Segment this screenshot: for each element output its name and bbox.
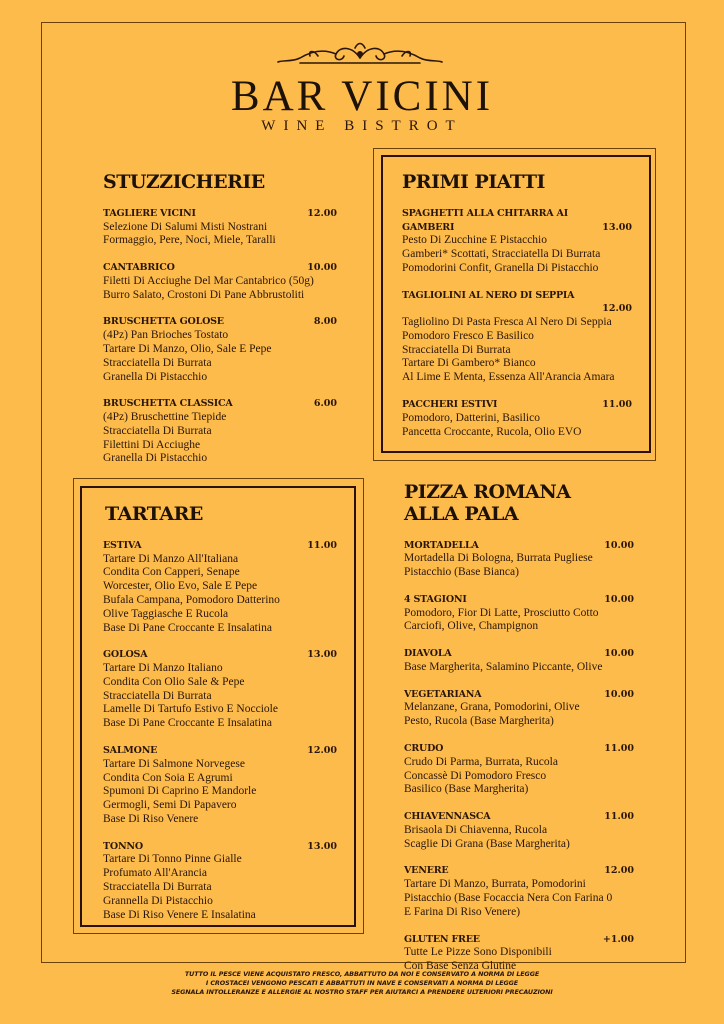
menu-item-name: SALMONE	[103, 745, 158, 757]
menu-item-name: VENERE	[404, 865, 449, 877]
menu-item-description: Filetti Di Acciughe Del Mar Cantabrico (50g)	[103, 274, 314, 287]
menu-item	[103, 840, 337, 923]
footer-line: SEGNALA INTOLLERANZE E ALLERGIE AL NOSTRO STAFF PER AIUTARCI A PRENDERE ULTERIORI PRECAUZIONI	[171, 988, 553, 996]
menu-item	[103, 744, 337, 827]
menu-item-description: Lamelle Di Tartufo Estivo E Nocciole	[103, 703, 278, 716]
menu-item-price: 12.00	[604, 865, 634, 877]
menu-item-description: Base Margherita, Salamino Piccante, Olive	[404, 660, 603, 673]
menu-item	[402, 207, 632, 276]
section-stuzzicherie	[103, 172, 337, 466]
menu-item	[402, 398, 632, 439]
menu-item-price: 10.00	[604, 593, 634, 605]
menu-item-description: Con Base Senza Glutine	[404, 960, 517, 973]
menu-item-price: 11.00	[604, 743, 634, 755]
menu-item-description: Tagliolino Di Pasta Fresca Al Nero Di Seppia	[402, 316, 612, 329]
menu-item-name: GLUTEN FREE	[404, 933, 480, 945]
section-pizza-romana	[404, 482, 634, 974]
menu-item	[404, 810, 634, 851]
menu-item-description: Pomodoro, Datterini, Basilico	[402, 411, 540, 424]
menu-item-description: Profumato All'Arancia	[103, 867, 207, 880]
menu-item-description: Pomodorini Confit, Granella Di Pistacchio	[402, 261, 599, 274]
menu-item-name: MORTADELLA	[404, 539, 479, 551]
menu-item-description: Pomodoro Fresco E Basilico	[402, 329, 534, 342]
menu-item-description: Mortadella Di Bologna, Burrata Pugliese	[404, 552, 593, 565]
menu-item-name: CHIAVENNASCA	[404, 811, 491, 823]
menu-item-price: 6.00	[313, 398, 337, 410]
menu-item-description: Formaggio, Pere, Noci, Miele, Taralli	[103, 234, 276, 247]
menu-item-name: SPAGHETTI ALLA CHITARRA AI	[402, 207, 568, 219]
menu-item-description: Granella Di Pistacchio	[103, 370, 208, 383]
menu-item-description: Pistacchio (Base Focaccia Nera Con Farina 0	[404, 891, 613, 904]
menu-item-description: Tartare Di Manzo, Burrata, Pomodorini	[404, 878, 586, 891]
menu-item-name: CRUDO	[404, 743, 444, 755]
menu-item-price: 10.00	[604, 688, 634, 700]
menu-item-description: (4Pz) Bruschettine Tiepide	[103, 411, 227, 424]
menu-item-description: Crudo Di Parma, Burrata, Rucola	[404, 755, 558, 768]
menu-item-price: 12.00	[602, 303, 632, 315]
menu-item-description: Stracciatella Di Burrata	[103, 689, 212, 702]
menu-item-name: GOLOSA	[103, 649, 148, 661]
menu-item	[404, 593, 634, 634]
menu-item-name: TAGLIERE VICINI	[103, 207, 196, 219]
menu-item-description: Al Lime E Menta, Essenza All'Arancia Amara	[402, 371, 615, 384]
menu-item-description: Filettini Di Acciughe	[103, 438, 201, 451]
menu-item-description: Tartare Di Manzo Italiano	[103, 662, 223, 675]
menu-item-price: 8.00	[313, 316, 337, 328]
menu-item	[402, 289, 632, 385]
menu-item-description: Grannella Di Pistacchio	[103, 894, 213, 907]
menu-item-description: Pancetta Croccante, Rucola, Olio EVO	[402, 425, 582, 438]
menu-item-description: Tutte Le Pizze Sono Disponibili	[404, 946, 552, 959]
menu-item	[103, 539, 337, 635]
menu-item-price: 10.00	[604, 539, 634, 551]
menu-item-description: Base Di Pane Croccante E Insalatina	[103, 621, 272, 634]
menu-item-price: +1.00	[602, 933, 634, 945]
menu-item-description: (4Pz) Pan Brioches Tostato	[103, 329, 229, 342]
menu-item	[404, 742, 634, 797]
menu-item	[404, 864, 634, 919]
menu-item-description: Brisaola Di Chiavenna, Rucola	[404, 823, 548, 836]
section-title: PRIMI PIATTI	[402, 171, 545, 193]
menu-item-name: GAMBERI	[402, 221, 455, 233]
menu-item-price: 10.00	[604, 648, 634, 660]
menu-item-description: Base Di Pane Croccante E Insalatina	[103, 717, 272, 730]
menu-item-price: 11.00	[307, 539, 337, 551]
menu-item	[404, 539, 634, 580]
menu-item-name: DIAVOLA	[404, 648, 452, 660]
menu-item-description: Basilico (Base Margherita)	[404, 783, 529, 796]
menu-item-description: Gamberi* Scottati, Stracciatella Di Burrata	[402, 248, 601, 261]
menu-item-description: Worcester, Olio Evo, Sale E Pepe	[103, 580, 258, 593]
menu-item	[103, 207, 337, 248]
menu-item-description: Pistacchio (Base Bianca)	[404, 566, 519, 579]
menu-item-description: Base Di Riso Venere	[103, 812, 199, 825]
menu-item-name: PACCHERI ESTIVI	[402, 399, 498, 411]
menu-item	[404, 933, 634, 974]
section-tartare	[103, 504, 337, 922]
menu-item-description: Scaglie Di Grana (Base Margherita)	[404, 837, 570, 850]
menu-item	[103, 648, 337, 731]
menu-item-price: 10.00	[307, 262, 337, 274]
menu-item-description: Carciofi, Olive, Champignon	[404, 620, 539, 633]
section-title: STUZZICHERIE	[103, 171, 265, 193]
menu-item-description: Stracciatella Di Burrata	[103, 424, 212, 437]
menu-item-description: Tartare Di Manzo, Olio, Sale E Pepe	[103, 342, 272, 355]
section-title: TARTARE	[105, 503, 203, 525]
restaurant-subtitle: WINE BISTROT	[261, 118, 463, 134]
menu-item-description: Base Di Riso Venere E Insalatina	[103, 908, 256, 921]
menu-item-name: BRUSCHETTA GOLOSE	[103, 316, 224, 328]
menu-item-description: Stracciatella Di Burrata	[103, 356, 212, 369]
menu-item-name: CANTABRICO	[103, 262, 175, 274]
menu-item	[404, 688, 634, 729]
menu-item-description: Burro Salato, Crostoni Di Pane Abbrustoliti	[103, 288, 305, 301]
restaurant-name: BAR VICINI	[230, 73, 494, 120]
menu-item-name: BRUSCHETTA CLASSICA	[103, 398, 233, 410]
menu-item-description: Selezione Di Salumi Misti Nostrani	[103, 220, 268, 233]
menu-item-description: Stracciatella Di Burrata	[402, 343, 511, 356]
footer-notes	[0, 970, 724, 997]
footer-line: TUTTO IL PESCE VIENE ACQUISTATO FRESCO, ABBATTUTO DA NOI E CONSERVATO A NORMA DI LEGGE	[184, 970, 540, 978]
section-primi-piatti	[402, 172, 632, 439]
menu-item-price: 11.00	[604, 811, 634, 823]
menu-item	[103, 261, 337, 302]
menu-item-name: TONNO	[103, 840, 143, 852]
menu-item-description: Germogli, Semi Di Papavero	[103, 799, 237, 812]
menu-item-description: Olive Taggiasche E Rucola	[103, 607, 229, 620]
menu-item-description: Condita Con Capperi, Senape	[103, 566, 240, 579]
menu-item-description: Pesto Di Zucchine E Pistacchio	[402, 234, 547, 247]
menu-item-description: Granella Di Pistacchio	[103, 452, 208, 465]
menu-item-description: Condita Con Soia E Agrumi	[103, 771, 233, 784]
section-title-line2: ALLA PALA	[404, 502, 519, 525]
menu-item-price: 12.00	[307, 745, 337, 757]
menu-item-price: 12.00	[307, 207, 337, 219]
menu-item	[103, 397, 337, 466]
menu-item-name: ESTIVA	[103, 539, 142, 551]
ornament-flourish-icon	[270, 40, 450, 70]
menu-item-name: VEGETARIANA	[404, 688, 482, 700]
menu-item-price: 13.00	[307, 840, 337, 852]
footer-line: I CROSTACEI VENGONO PESCATI E ABBATTUTI IN NAVE E CONSERVATI A NORMA DI LEGGE	[205, 979, 519, 987]
menu-item	[404, 647, 634, 675]
menu-item-description: E Farina Di Riso Venere)	[404, 905, 521, 918]
menu-item-description: Tartare Di Gambero* Bianco	[402, 357, 536, 370]
menu-item-price: 11.00	[602, 399, 632, 411]
menu-item-description: Spumoni Di Caprino E Mandorle	[103, 785, 257, 798]
menu-item-description: Pesto, Rucola (Base Margherita)	[404, 715, 554, 728]
menu-item-description: Melanzane, Grana, Pomodorini, Olive	[404, 701, 580, 714]
menu-item-description: Tartare Di Manzo All'Italiana	[103, 552, 239, 565]
menu-item-description: Pomodoro, Fior Di Latte, Prosciutto Cotto	[404, 606, 599, 619]
menu-item-description: Stracciatella Di Burrata	[103, 881, 212, 893]
menu-item	[103, 315, 337, 384]
menu-item-price: 13.00	[602, 221, 632, 233]
menu-item-description: Tartare Di Salmone Norvegese	[103, 757, 245, 770]
menu-item-price: 13.00	[307, 649, 337, 661]
menu-item-name: 4 STAGIONI	[404, 593, 467, 605]
menu-item-description: Condita Con Olio Sale & Pepe	[103, 675, 245, 688]
menu-item-description: Bufala Campana, Pomodoro Datterino	[103, 593, 280, 606]
menu-item-description: Concassè Di Pomodoro Fresco	[404, 769, 547, 782]
section-title-line1: PIZZA ROMANA	[404, 481, 571, 503]
menu-item-description: Tartare Di Tonno Pinne Gialle	[103, 853, 242, 866]
menu-item-name: TAGLIOLINI AL NERO DI SEPPIA	[402, 289, 575, 301]
